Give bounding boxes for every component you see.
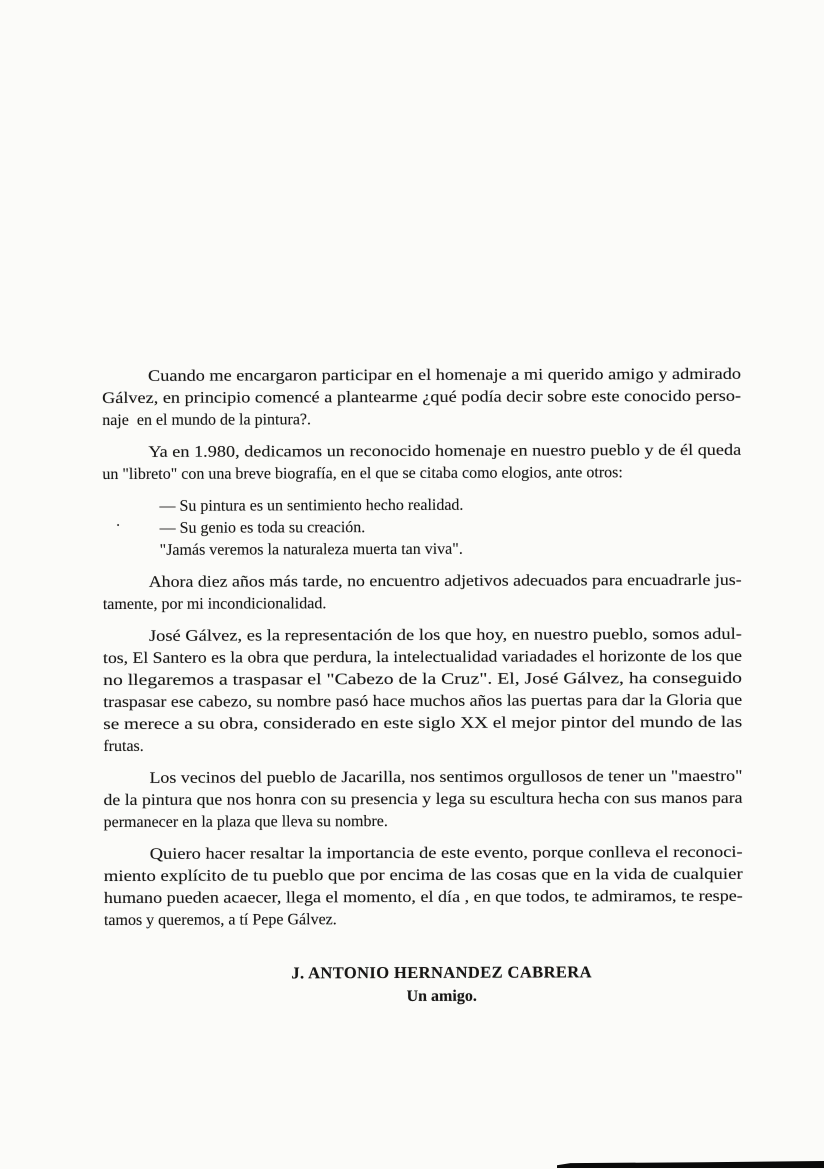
paragraph: [103, 766, 742, 834]
text-line-content: se merece a su obra, considerado en este siglo XX el mejor pintor del mundo de las: [103, 713, 743, 733]
text-line: [102, 462, 741, 486]
signature-name: [122, 960, 761, 986]
text-line-content: humano pueden acaecer, llega el momento, el día , en que todos, te admiramos, te respe-: [103, 887, 743, 907]
text-line: [102, 386, 741, 410]
text-line-content: tamente, por mi incondicionalidad.: [102, 595, 327, 613]
quote-line: [115, 516, 742, 540]
text-line-content: traspasar ese cabezo, su nombre pasó hace muchos años las puertas para dar la Gloria que: [103, 691, 743, 711]
text-line: [104, 842, 743, 866]
text-line: [103, 570, 742, 594]
paragraph: [103, 624, 742, 758]
text-line-content: frutas.: [103, 737, 144, 755]
text-line-content: miento explícito de tu pueblo que por encima de las cosas que en la vida de cualquier: [103, 865, 743, 885]
text-line-content: — Su pintura es un sentimiento hecho realidad.: [159, 496, 464, 515]
text-line: [102, 440, 741, 464]
text-line-content: permanecer en la plaza que lleva su nombre.: [103, 813, 388, 831]
scan-artifact-bar: [557, 1161, 824, 1168]
text-line-content: Quiero hacer resaltar la importancia de este evento, porque conlleva el reconoci-: [149, 843, 743, 863]
text-line-content: "Jamás veremos la naturaleza muerta tan viva".: [159, 540, 463, 559]
text-line: [103, 690, 742, 714]
signature-role: [122, 984, 761, 1010]
text-line-content: tamos y queremos, a tí Pepe Gálvez.: [103, 911, 337, 929]
text-line: [103, 646, 742, 670]
signature-role-text: Un amigo.: [406, 987, 477, 1005]
text-line-content: Ya en 1.980, dedicamos un reconocido homenaje en nuestro pueblo y de él queda: [148, 441, 742, 461]
signature-block: [122, 960, 761, 1010]
text-line: [104, 864, 743, 888]
text-line: [104, 908, 743, 932]
text-line: [103, 712, 742, 736]
text-line-content: Ahora diez años más tarde, no encuentro adjetivos adecuados para encuadrarle jus-: [148, 571, 742, 591]
text-line-content: no llegaremos a traspasar el "Cabezo de la Cruz". El, José Gálvez, ha conseguido: [103, 669, 743, 689]
quote-line: [160, 538, 742, 562]
signature-name-text: J. ANTONIO HERNANDEZ CABRERA: [291, 962, 592, 983]
text-line: [104, 810, 743, 834]
text-line: [102, 364, 741, 388]
text-line-content: José Gálvez, es la representación de los que hoy, en nuestro pueblo, somos adul-: [148, 625, 742, 645]
bullet-dot: ·: [115, 517, 121, 534]
text-line-content: tos, El Santero es la obra que perdura, la intelectualidad variadades el horizonte de los que: [102, 647, 742, 667]
paragraph: [102, 364, 741, 432]
text-line-content: de la pintura que nos honra con su presencia y lega su escultura hecha con sus manos para: [103, 789, 743, 809]
document-text: [102, 364, 743, 1010]
text-line-content: naje en el mundo de la pintura?.: [102, 411, 312, 429]
quote-list: [115, 494, 741, 562]
text-line-content: Los vecinos del pueblo de Jacarilla, nos sentimos orgullosos de tener un "maestro": [149, 767, 743, 787]
text-line-content: Cuando me encargaron participar en el homenaje a mi querido amigo y admirado: [148, 365, 741, 385]
text-line-content: un "libreto" con una breve biografía, en el que se citaba como elogios, ante otros:: [102, 464, 623, 483]
paragraph: [102, 440, 741, 486]
text-line: [103, 668, 742, 692]
paragraph: [103, 570, 742, 616]
quote-line: [159, 494, 741, 518]
text-line: [103, 734, 742, 758]
text-line: [103, 788, 742, 812]
text-line: [103, 592, 742, 616]
text-line: [103, 624, 742, 648]
text-line: [102, 408, 741, 432]
text-line-content: Gálvez, en principio comencé a plantearme ¿qué podía decir sobre este conocido perso-: [102, 387, 742, 407]
text-line: [104, 886, 743, 910]
text-line: [103, 766, 742, 790]
text-line-content: — Su genio es toda su creación.: [159, 519, 366, 537]
paragraph: [104, 842, 743, 932]
